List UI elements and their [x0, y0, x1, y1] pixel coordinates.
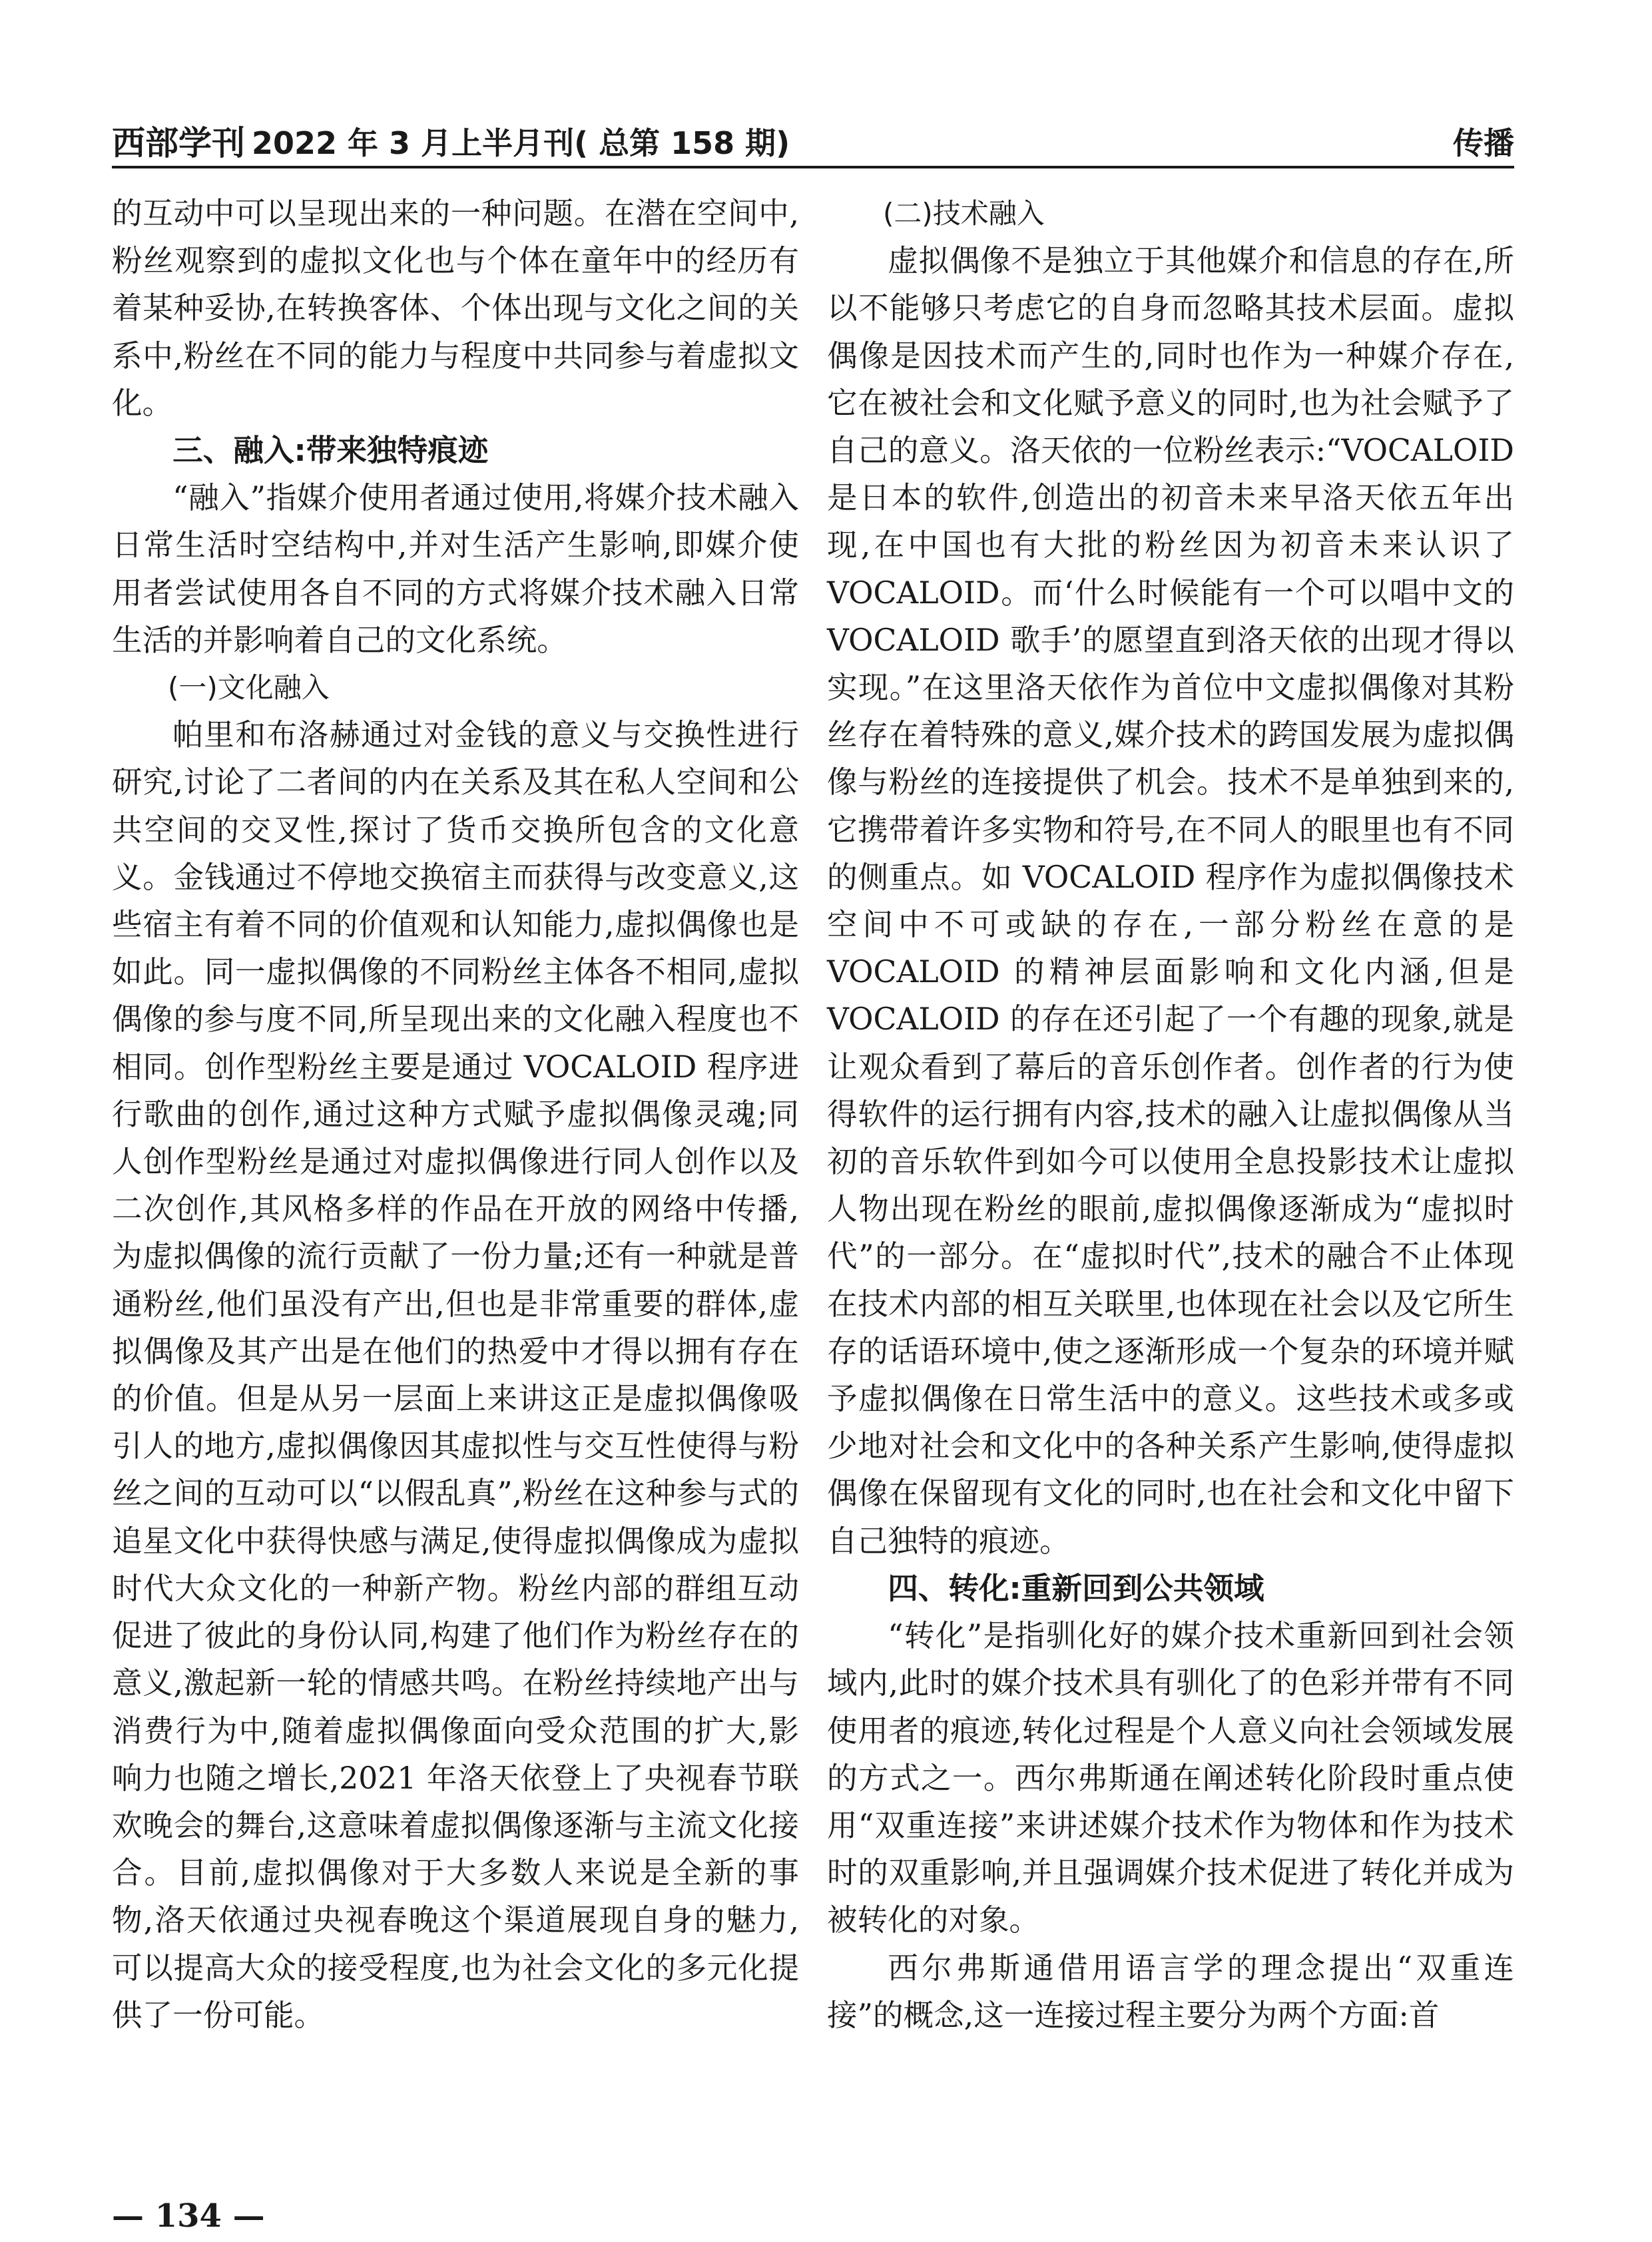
section-name: 传播 — [1453, 125, 1514, 161]
paragraph: 虚拟偶像不是独立于其他媒介和信息的存在,所以不能够只考虑它的自身而忽略其技术层面。虚拟偶像是因技术而产生的,同时也作为一种媒介存在,它在被社会和文化赋予意义的同时,也为社会赋予了自己的意义。洛天依的一位粉丝表示:“VOCALOID 是日本的软件,创造出的初音未来早洛天依五年出现,在中国也有大批的粉丝因为初音未来认识了 VOCALOID。而‘什么时候能有一个可以唱中文的 VOCALOID 歌手’的愿望直到洛天依的出现才得以实现。”在这里洛天依作为首位中文虚拟偶像对其粉丝存在着特殊的意义,媒介技术的跨国发展为虚拟偶像与粉丝的连接提供了机会。技术不是单独到来的,它携带着许多实物和符号,在不同人的眼里也有不同的侧重点。如 VOCALOID 程序作为虚拟偶像技术空间中不可或缺的存在,一部分粉丝在意的是 VOCALOID 的精神层面影响和文化内涵,但是 VOCALOID 的存在还引起了一个有趣的现象,就是让观众看到了幕后的音乐创作者。创作者的行为使得软件的运行拥有内容,技术的融入让虚拟偶像从当初的音乐软件到如今可以使用全息投影技术让虚拟人物出现在粉丝的眼前,虚拟偶像逐渐成为“虚拟时代”的一部分。在“虚拟时代”,技术的融合不止体现在技术内部的相互关联里,也体现在社会以及它所生存的话语环境中,使之逐渐形成一个复杂的环境并赋予虚拟偶像在日常生活中的意义。这些技术或多或少地对社会和文化中的各种关系产生影响,使得虚拟偶像在保留现有文化的同时,也在社会和文化中留下自己独特的痕迹。 — [827, 243, 1514, 1559]
left-column — [112, 190, 799, 2039]
paragraph: 帕里和布洛赫通过对金钱的意义与交换性进行研究,讨论了二者间的内在关系及其在私人空间和公共空间的交叉性,探讨了货币交换所包含的文化意义。金钱通过不停地交换宿主而获得与改变意义,这些宿主有着不同的价值观和认知能力,虚拟偶像也是如此。同一虚拟偶像的不同粉丝主体各不相同,虚拟偶像的参与度不同,所呈现出来的文化融入程度也不相同。创作型粉丝主要是通过 VOCALOID 程序进行歌曲的创作,通过这种方式赋予虚拟偶像灵魂;同人创作型粉丝是通过对虚拟偶像进行同人创作以及二次创作,其风格多样的作品在开放的网络中传播,为虚拟偶像的流行贡献了一份力量;还有一种就是普通粉丝,他们虽没有产出,但也是非常重要的群体,虚拟偶像及其产出是在他们的热爱中才得以拥有存在的价值。但是从另一层面上来讲这正是虚拟偶像吸引人的地方,虚拟偶像因其虚拟性与交互性使得与粉丝之间的互动可以“以假乱真”,粉丝在这种参与式的追星文化中获得快感与满足,使得虚拟偶像成为虚拟时代大众文化的一种新产物。粉丝内部的群组互动促进了彼此的身份认同,构建了他们作为粉丝存在的意义,激起新一轮的情感共鸣。在粉丝持续地产出与消费行为中,随着虚拟偶像面向受众范围的扩大,影响力也随之增长,2021 年洛天依登上了央视春节联欢晚会的舞台,这意味着虚拟偶像逐渐与主流文化接合。目前,虚拟偶像对于大多数人来说是全新的事物,洛天依通过央视春晚这个渠道展现自身的魅力,可以提高大众的接受程度,也为社会文化的多元化提供了一份可能。 — [112, 717, 799, 2033]
section-heading: 三、融入:带来独特痕迹 — [172, 433, 489, 469]
issue-info: 2022 年 3 月上半月刊( 总第 158 期) — [252, 125, 790, 161]
paragraph: 的互动中可以呈现出来的一种问题。在潜在空间中,粉丝观察到的虚拟文化也与个体在童年中的经历有着某种妥协,在转换客体、个体出现与文化之间的关系中,粉丝在不同的能力与程度中共同参与着虚拟文化。 — [112, 196, 799, 421]
paragraph: “融入”指媒介使用者通过使用,将媒介技术融入日常生活时空结构中,并对生活产生影响,即媒介使用者尝试使用各自不同的方式将媒介技术融入日常生活的并影响着自己的文化系统。 — [112, 480, 799, 658]
running-header — [112, 110, 1514, 170]
subsection-heading: (二)技术融入 — [883, 197, 1045, 230]
subsection-heading: (一)文化融入 — [168, 671, 330, 704]
paragraph: 西尔弗斯通借用语言学的理念提出“双重连接”的概念,这一连接过程主要分为两个方面:首 — [827, 1950, 1514, 2033]
section-heading: 四、转化:重新回到公共领域 — [888, 1570, 1264, 1606]
page-number: — 134 — — [112, 2197, 265, 2235]
journal-name: 西部学刊 — [112, 123, 245, 162]
header-rule — [112, 166, 1514, 168]
right-column — [827, 190, 1514, 2039]
paragraph: “转化”是指驯化好的媒介技术重新回到社会领域内,此时的媒介技术具有驯化了的色彩并带有不同使用者的痕迹,转化过程是个人意义向社会领域发展的方式之一。西尔弗斯通在阐述转化阶段时重点使用“双重连接”来讲述媒介技术作为物体和作为技术时的双重影响,并且强调媒介技术促进了转化并成为被转化的对象。 — [827, 1618, 1514, 1938]
